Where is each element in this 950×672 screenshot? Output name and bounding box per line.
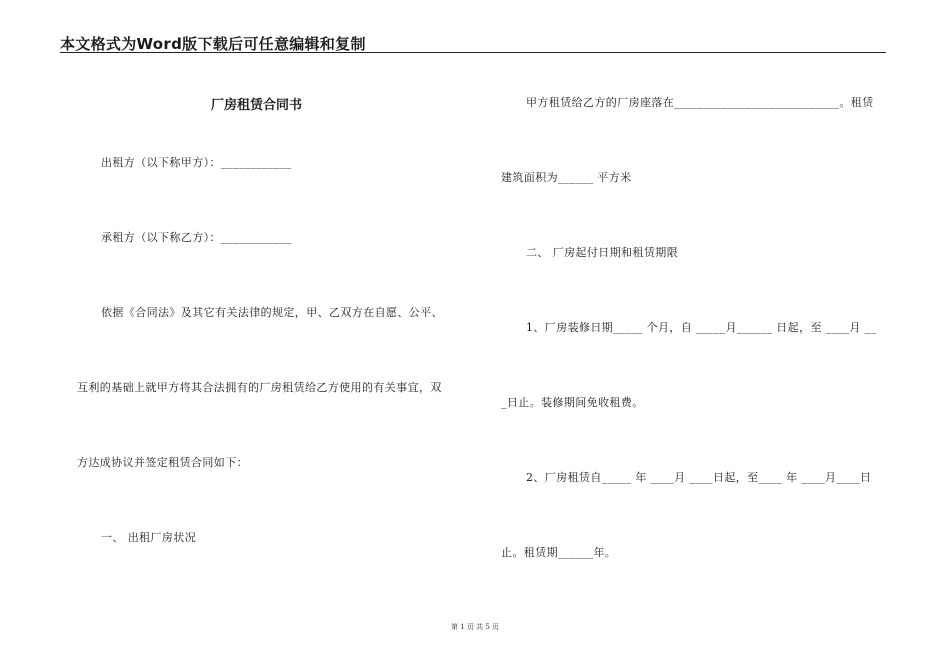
- preamble-line-2: 互利的基础上就甲方将其合法拥有的厂房租赁给乙方使用的有关事宜，双: [77, 381, 442, 394]
- location-line: 甲方租赁给乙方的厂房座落在____________________________。租赁: [526, 96, 874, 109]
- header-divider: [60, 52, 886, 53]
- item-2-line-1: 2、厂房租赁自_____ 年 ____月 ____日起，至____ 年 ____月____日: [526, 471, 872, 484]
- page-number: 第 1 页 共 5 页: [450, 623, 500, 631]
- section-2-heading: 二、 厂房起付日期和租赁期限: [526, 246, 679, 259]
- lessor-line: 出租方（以下称甲方）：____________: [101, 156, 292, 169]
- area-line: 建筑面积为______ 平方米: [501, 171, 632, 184]
- preamble-line-1: 依据《合同法》及其它有关法律的规定，甲、乙双方在自愿、公平、: [101, 306, 443, 319]
- preamble-line-3: 方达成协议并签定租赁合同如下：: [77, 456, 248, 469]
- document-banner: 本文格式为Word版下载后可任意编辑和复制: [60, 35, 366, 53]
- contract-title: 厂房租赁合同书: [211, 98, 303, 113]
- lessee-line: 承租方（以下称乙方）：____________: [101, 231, 292, 244]
- item-1-line-2: _日止。装修期间免收租费。: [501, 396, 644, 409]
- section-1-heading: 一、 出租厂房状况: [101, 531, 197, 544]
- item-1-line-1: 1、厂房装修日期_____ 个月，自 _____月______ 日起，至 ____月 __: [526, 321, 877, 334]
- item-2-line-2: 止。租赁期______年。: [501, 546, 617, 559]
